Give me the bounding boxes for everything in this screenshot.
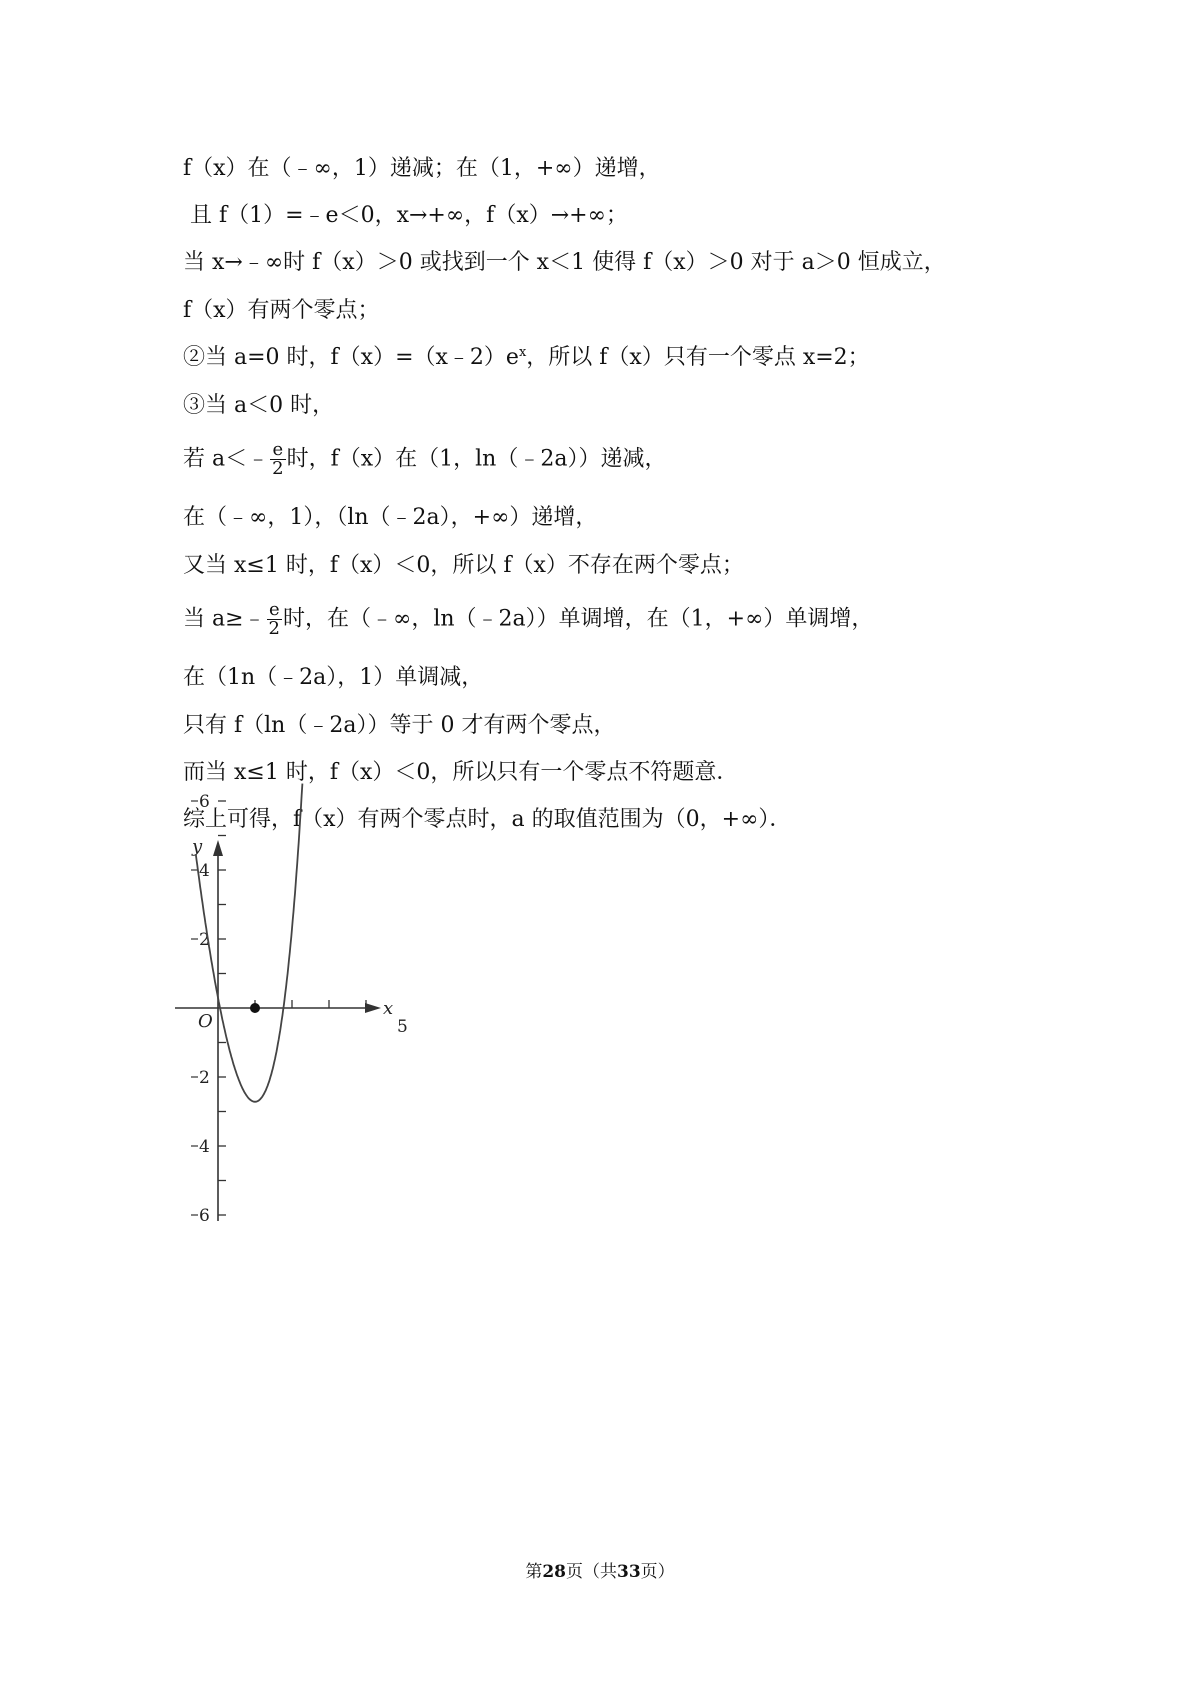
footer-total-pages: 33	[617, 1562, 641, 1582]
superscript: x	[518, 345, 527, 360]
marked-point	[250, 1003, 260, 1013]
y-tick-label: 2	[199, 1068, 210, 1088]
footer-page-number: 28	[542, 1562, 566, 1582]
text-segment: ②当 a=0 时，f（x）=（x﹣2）e	[183, 345, 519, 370]
text-line: 又当 x≤1 时，f（x）＜0，所以 f（x）不存在两个零点；	[183, 553, 744, 578]
text-line: f（x）在（﹣∞，1）递减；在（1，+∞）递增，	[183, 156, 661, 181]
x-tick-label: 5	[397, 1017, 408, 1037]
y-axis-arrow	[213, 840, 223, 856]
text-segment: ，所以 f（x）只有一个零点 x=2；	[526, 345, 870, 370]
page-footer	[0, 1561, 1200, 1583]
text-line: 在（﹣∞，1），（ln（﹣2a），+∞）递增，	[183, 505, 598, 530]
y-tick-label: 4	[199, 861, 210, 881]
fraction	[270, 441, 285, 478]
text-line: 而当 x≤1 时，f（x）＜0，所以只有一个零点不符题意．	[183, 760, 739, 785]
footer-middle: 页（共	[566, 1562, 617, 1582]
text-line	[183, 601, 873, 638]
fraction-numerator: e	[268, 599, 280, 620]
text-line	[183, 441, 666, 478]
function-graph	[175, 792, 435, 1310]
fraction-denominator: 2	[272, 458, 284, 479]
text-line: f（x）有两个零点；	[183, 298, 380, 323]
footer-prefix: 第	[525, 1562, 543, 1582]
text-segment: 当 a≥﹣	[183, 606, 266, 632]
text-segment: 时，f（x）在（1，ln（﹣2a））递减，	[286, 446, 667, 472]
text-line: 当 x→﹣∞时 f（x）＞0 或找到一个 x＜1 使得 f（x）＞0 对于 a＞0 恒成立，	[183, 250, 946, 275]
text-line: 综上可得，f（x）有两个零点时，a 的取值范围为（0，+∞）．	[183, 807, 792, 832]
origin-label: O	[198, 1011, 213, 1032]
text-line: 且 f（1）=﹣e＜0，x→+∞，f（x）→+∞；	[183, 203, 628, 228]
y-tick-label: 4	[199, 1137, 210, 1157]
text-segment: 时，在（﹣∞，ln（﹣2a））单调增，在（1，+∞）单调增，	[283, 606, 874, 632]
y-axis-label: y	[192, 836, 203, 857]
text-line: 只有 f（ln（﹣2a））等于 0 才有两个零点，	[183, 713, 616, 738]
y-tick-label: 2	[199, 930, 210, 950]
text-line: 在（1n（﹣2a），1）单调减，	[183, 665, 484, 690]
fraction-denominator: 2	[268, 618, 280, 639]
y-tick-label: 6	[199, 792, 210, 812]
x-axis-label: x	[383, 998, 394, 1019]
y-tick-label: 6	[199, 1206, 210, 1226]
text-line: ③当 a＜0 时，	[183, 393, 335, 418]
fraction-numerator: e	[272, 439, 284, 460]
fraction	[267, 601, 282, 638]
x-axis-arrow	[365, 1003, 381, 1013]
text-segment: 若 a＜﹣	[183, 446, 270, 472]
text-line	[183, 343, 870, 373]
footer-suffix: 页）	[640, 1562, 675, 1582]
